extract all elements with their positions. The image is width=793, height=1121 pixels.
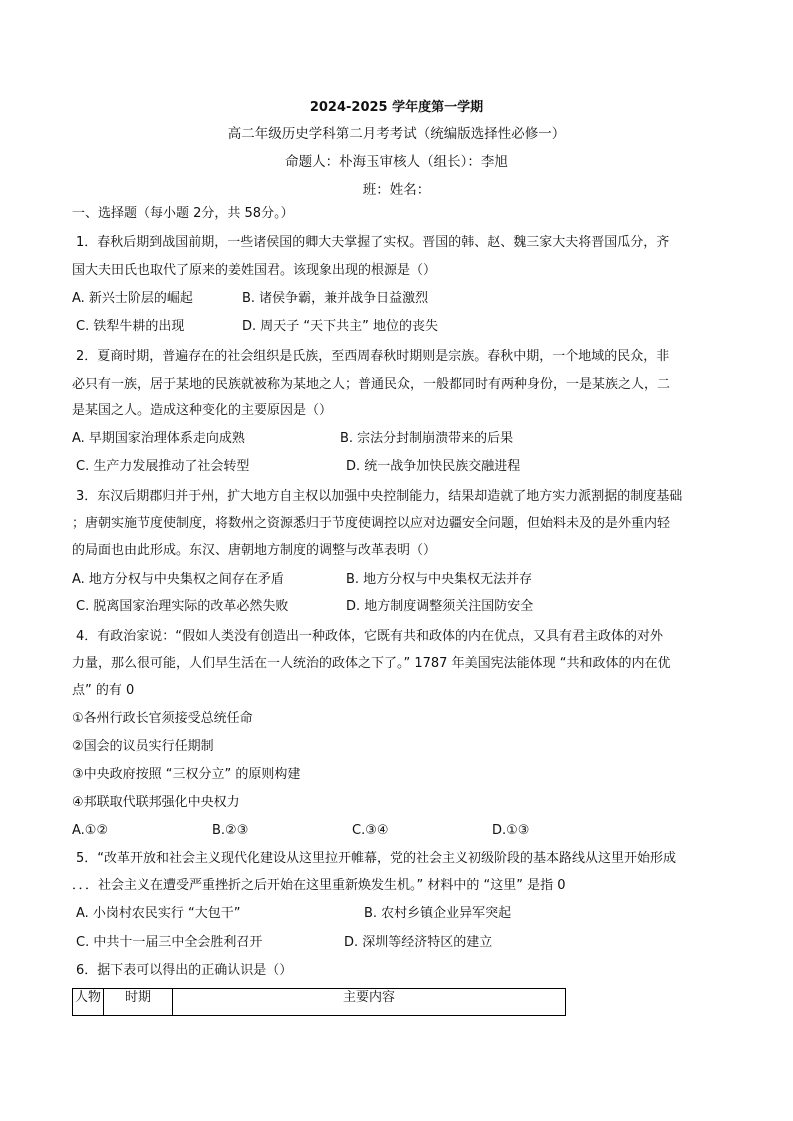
exam-title: 高二年级历史学科第二月考考试（统编版选择性必修一）	[227, 126, 566, 142]
question-4-statement-4: ④邦联取代联邦强化中央权力	[72, 795, 240, 810]
question-4-option-c: C.③④	[352, 823, 389, 838]
question-2-line-1: 2．夏商时期，普遍存在的社会组织是氏族，至西周春秋时期则是宗族。春秋中期，一个地域的民众，非	[76, 349, 670, 364]
question-1-line-1: 1．春秋后期到战国前期，一些诸侯国的卿大夫掌握了实权。晋国的韩、赵、魏三家大夫将晋国瓜分，齐	[76, 235, 670, 250]
exam-authors: 命题人：朴海玉审核人（组长）：李旭	[285, 154, 508, 170]
question-1-option-a: A. 新兴士阶层的崛起	[72, 291, 193, 306]
question-3-option-a: A. 地方分权与中央集权之间存在矛盾	[72, 572, 284, 587]
question-4-statement-1: ①各州行政长官须接受总统任命	[72, 711, 253, 726]
question-2-line-2: 必只有一族，居于某地的民族就被称为某地之人；普通民众，一般都同时有两种身份，一是某族之人，二	[72, 377, 671, 392]
question-3-line-2: ；唐朝实施节度使制度，将数州之资源悉归于节度使调控以应对边疆安全问题，但始料未及的是外重内轻	[72, 516, 671, 531]
question-2-option-a: A. 早期国家治理体系走向成熟	[72, 431, 245, 446]
question-3-line-1: 3．东汉后期郡归并于州，扩大地方自主权以加强中央控制能力，结果却造就了地方实力派割据的制度基础	[76, 489, 683, 504]
table-header-cell: 时期	[104, 989, 173, 1016]
question-1-option-d: D. 周天子 “天下共主” 地位的丧失	[242, 319, 439, 334]
table-header-cell: 人物	[73, 989, 104, 1016]
section-heading: 一、选择题（每小题 2分，共 58分。）	[72, 206, 294, 221]
question-2-option-b: B. 宗法分封制崩溃带来的后果	[340, 431, 514, 446]
question-5-option-c: C. 中共十一届三中全会胜利召开	[76, 935, 263, 950]
question-3-option-d: D. 地方制度调整须关注国防安全	[346, 599, 534, 614]
question-2-option-c: C. 生产力发展推动了社会转型	[76, 459, 250, 474]
question-6-table	[72, 988, 566, 1016]
question-1-option-c: C. 铁犁牛耕的出现	[76, 319, 185, 334]
question-4-statement-3: ③中央政府按照 “三权分立” 的原则构建	[72, 767, 301, 782]
question-4-line-1: 4．有政治家说：“假如人类没有创造出一种政体，它既有共和政体的内在优点，又具有君主政体的对外	[76, 629, 664, 644]
question-2-option-d: D. 统一战争加快民族交融进程	[346, 459, 521, 474]
question-5-line-1: 5．“改革开放和社会主义现代化建设从这里拉开帷幕，党的社会主义初级阶段的基本路线从这里开始形成	[76, 851, 677, 866]
question-3-option-b: B. 地方分权与中央集权无法并存	[346, 572, 533, 587]
question-4-line-3: 点” 的有 0	[72, 683, 135, 698]
question-4-statement-2: ②国会的议员实行任期制	[72, 739, 214, 754]
question-5-option-d: D. 深圳等经济特区的建立	[344, 935, 493, 950]
table-header-cell: 主要内容	[173, 989, 566, 1016]
question-6-line-1: 6．据下表可以得出的正确认识是（）	[76, 963, 293, 978]
question-3-line-3: 的局面也由此形成。东汉、唐朝地方制度的调整与改革表明（）	[72, 543, 437, 558]
class-name-line: 班：姓名：	[362, 182, 431, 198]
question-4-option-a: A.①②	[72, 823, 109, 838]
question-3-option-c: C. 脱离国家治理实际的改革必然失败	[76, 599, 289, 614]
question-4-option-b: B.②③	[212, 823, 249, 838]
table-header-row	[73, 989, 566, 1016]
question-2-line-3: 是某国之人。造成这种变化的主要原因是（）	[72, 403, 333, 418]
question-4-option-d: D.①③	[492, 823, 530, 838]
question-5-line-2: ．．．社会主义在遭受严重挫折之后开始在这里重新焕发生机。” 材料中的 “这里” 是指 0	[72, 878, 566, 893]
question-1-line-2: 国大夫田氏也取代了原来的姜姓国君。该现象出现的根源是（）	[72, 263, 437, 278]
question-5-option-a: A. 小岗村农民实行 “大包干”	[76, 906, 241, 921]
question-4-line-2: 力量，那么很可能，人们早生活在一人统治的政体之下了。” 1787 年美国宪法能体现 “共和政体的内在优	[72, 656, 671, 671]
question-5-option-b: B. 农村乡镇企业异军突起	[364, 906, 512, 921]
question-1-option-b: B. 诸侯争霸，兼并战争日益激烈	[242, 291, 429, 306]
school-year: 2024-2025 学年度第一学期	[309, 100, 484, 115]
